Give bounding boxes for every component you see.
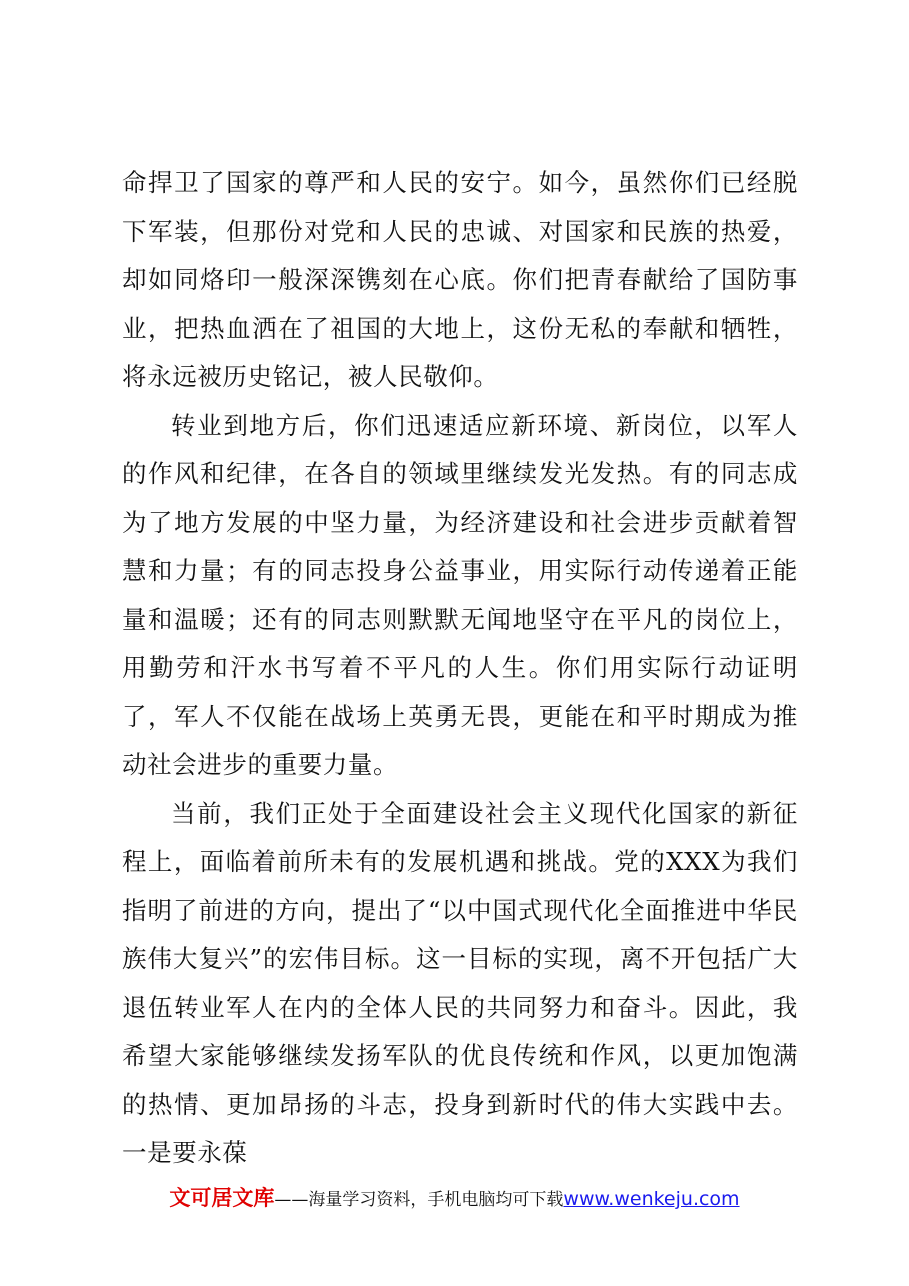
page-footer xyxy=(0,1182,909,1212)
document-body xyxy=(122,159,798,1178)
footer-slogan: ——海量学习资料，手机电脑均可下载 xyxy=(274,1190,564,1210)
footer-brand: 文可居文库 xyxy=(169,1186,275,1210)
paragraph-1: 命捍卫了国家的尊严和人民的安宁。如今，虽然你们已经脱下军装，但那份对党和人民的忠诚、对国家和民族的热爱，却如同烙印一般深深镌刻在心底。你们把青春献给了国防事业，把热血洒在了祖国的大地上，这份无私的奉献和牺牲，将永远被历史铭记，被人民敬仰。 xyxy=(122,168,798,391)
footer-website-link[interactable]: www.wenkeju.com xyxy=(563,1188,740,1210)
paragraph-2: 转业到地方后，你们迅速适应新环境、新岗位，以军人的作风和纪律，在各自的领域里继续发光发热。有的同志成为了地方发展的中坚力量，为经济建设和社会进步贡献着智慧和力量；有的同志投身公益事业，用实际行动传递着正能量和温暖；还有的同志则默默无闻地坚守在平凡的岗位上，用勤劳和汗水书写着不平凡的人生。你们用实际行动证明了，军人不仅能在战场上英勇无畏，更能在和平时期成为推动社会进步的重要力量。 xyxy=(122,410,798,779)
paragraph-3: 当前，我们正处于全面建设社会主义现代化国家的新征程上，面临着前所未有的发展机遇和挑战。党的XXX为我们指明了前进的方向，提出了“以中国式现代化全面推进中华民族伟大复兴”的宏伟目标。这一目标的实现，离不开包括广大退伍转业军人在内的全体人民的共同努力和奋斗。因此，我希望大家能够继续发扬军队的优良传统和作风，以更加饱满的热情、更加昂扬的斗志，投身到新时代的伟大实践中去。一是要永葆 xyxy=(122,798,798,1167)
